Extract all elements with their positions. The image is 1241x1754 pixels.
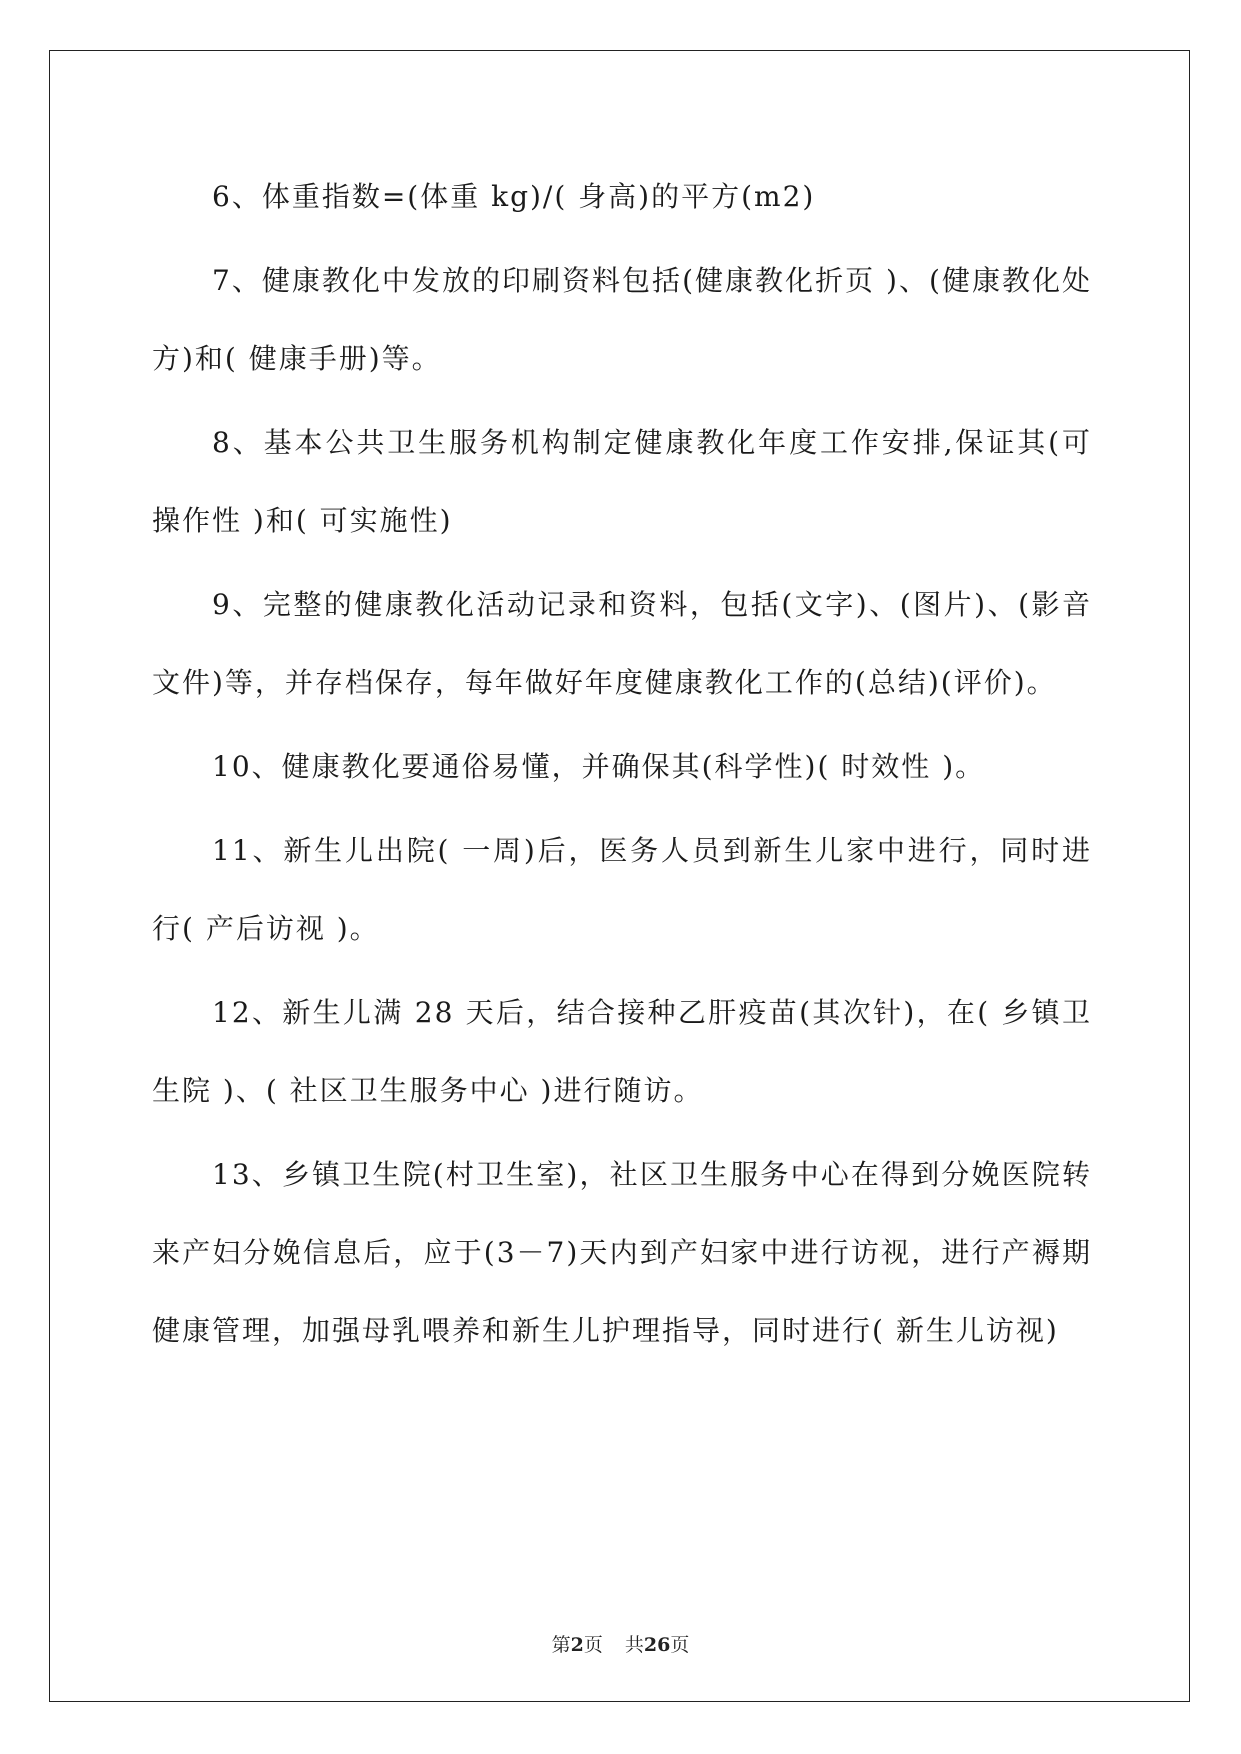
paragraph-10: 10、健康教化要通俗易懂，并确保其(科学性)( 时效性 )。 [212, 750, 986, 783]
paragraph-9: 9、完整的健康教化活动记录和资料，包括(文字)、(图片)、(影音文件)等，并存档保存，每年做好年度健康教化工作的(总结)(评价)。 [152, 588, 1092, 699]
page-footer [0, 1630, 1241, 1657]
paragraph-11: 11、新生儿出院( 一周)后，医务人员到新生儿家中进行，同时进行( 产后访视 )。 [152, 834, 1092, 945]
paragraph-7: 7、健康教化中发放的印刷资料包括(健康教化折页 )、(健康教化处方)和( 健康手册)等。 [152, 264, 1092, 375]
footer-page-total: 26 [643, 1634, 671, 1656]
paragraph-6: 6、体重指数=(体重 kg)/( 身高)的平方(m2) [212, 180, 816, 213]
paragraph-13: 13、乡镇卫生院(村卫生室)，社区卫生服务中心在得到分娩医院转来产妇分娩信息后，应于(3－7)天内到产妇家中进行访视，进行产褥期健康管理，加强母乳喂养和新生儿护理指导，同时进行( 新生儿访视) [152, 1158, 1092, 1347]
footer-total-suffix: 页 [670, 1634, 690, 1656]
paragraph-12: 12、新生儿满 28 天后，结合接种乙肝疫苗(其次针)，在( 乡镇卫生院 )、( 社区卫生服务中心 )进行随访。 [152, 996, 1092, 1107]
paragraph-8: 8、基本公共卫生服务机构制定健康教化年度工作安排,保证其(可操作性 )和( 可实施性) [152, 426, 1092, 537]
footer-total-prefix: 共 [624, 1634, 644, 1656]
footer-page-prefix: 第 [551, 1634, 571, 1656]
footer-page-suffix: 页 [583, 1634, 603, 1656]
footer-page-current: 2 [570, 1634, 584, 1656]
document-body [152, 158, 1092, 1376]
